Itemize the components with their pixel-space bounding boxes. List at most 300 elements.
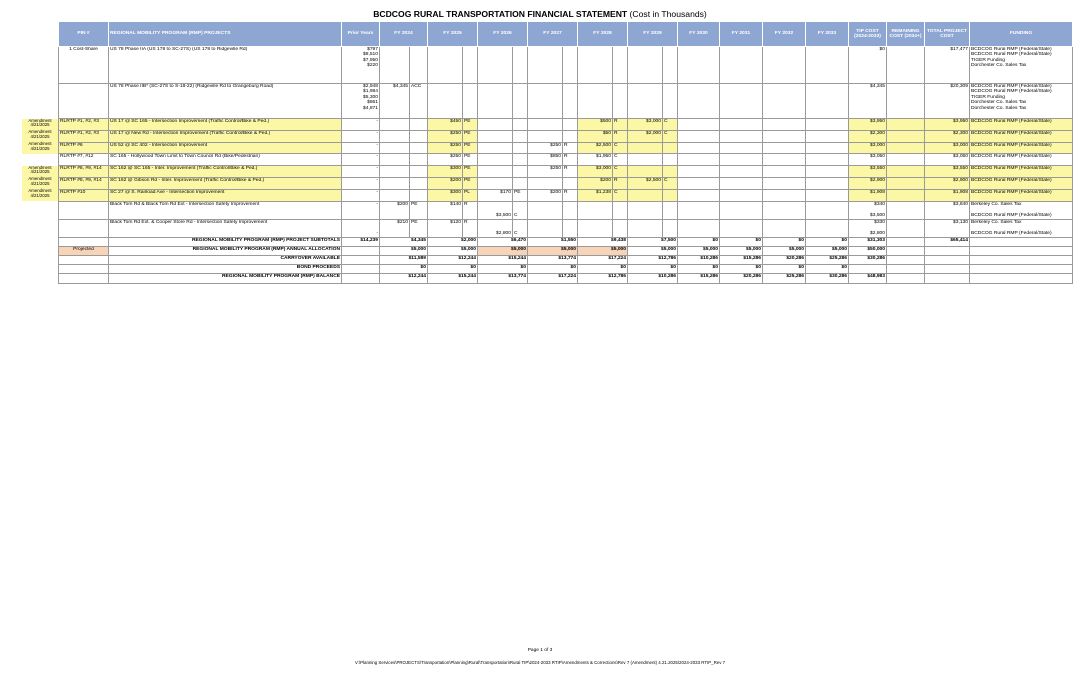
cell-fy2026 bbox=[478, 119, 513, 131]
header-remaining-cost: REMAINING COST (2034+) bbox=[887, 22, 925, 47]
cell-fy2033 bbox=[806, 154, 849, 166]
cell-fy2029c: C bbox=[663, 130, 678, 142]
cell-fy2030 bbox=[678, 189, 720, 201]
summary-fy-value: $5,000 bbox=[380, 246, 428, 255]
cell-fy2024c bbox=[410, 47, 428, 84]
cell-fy2026: $2,800 bbox=[478, 219, 513, 237]
cell-total: $3,130 bbox=[925, 219, 970, 237]
cell-prior: - bbox=[342, 119, 380, 131]
project-row bbox=[59, 189, 1073, 201]
cell-fy2027: $250 bbox=[528, 166, 563, 178]
cell-fy2025c: PE bbox=[463, 166, 478, 178]
cell-fy2030 bbox=[678, 130, 720, 142]
cell-fy2027c: R bbox=[563, 189, 578, 201]
summary-tip: $31,303 bbox=[849, 237, 887, 246]
summary-fy-value: $20,286 bbox=[720, 274, 763, 283]
summary-label: BOND PROCEEDS bbox=[109, 265, 342, 274]
cell-fy2027c bbox=[563, 84, 578, 119]
cell-fy2027 bbox=[528, 201, 563, 219]
cell-fy2029 bbox=[628, 219, 663, 237]
summary-row bbox=[59, 255, 1073, 264]
cell-fy2025c: PE bbox=[463, 130, 478, 142]
cell-fy2025 bbox=[428, 84, 463, 119]
summary-funding bbox=[970, 265, 1073, 274]
cell-fy2026c bbox=[513, 130, 528, 142]
cell-fy2026 bbox=[478, 142, 513, 154]
cell-fy2024c bbox=[410, 154, 428, 166]
cell-fy2025c: PE bbox=[463, 119, 478, 131]
cell-fy2028c bbox=[613, 219, 628, 237]
cell-fy2026 bbox=[478, 47, 513, 84]
summary-row bbox=[59, 237, 1073, 246]
cell-fy2031 bbox=[720, 154, 763, 166]
cell-fy2029c: C bbox=[663, 119, 678, 131]
cell-fy2031 bbox=[720, 119, 763, 131]
cell-fy2029c bbox=[663, 154, 678, 166]
cell-fy2025: $250 bbox=[428, 142, 463, 154]
cell-fy2024c bbox=[410, 166, 428, 178]
cell-fy2026c bbox=[513, 154, 528, 166]
cell-fy2027 bbox=[528, 119, 563, 131]
cell-fy2026c bbox=[513, 47, 528, 84]
summary-fy-value: $0 bbox=[578, 265, 628, 274]
cell-fy2024c bbox=[410, 177, 428, 189]
summary-fy-value: $25,286 bbox=[806, 255, 849, 264]
summary-fy-value: $10,286 bbox=[678, 255, 720, 264]
cell-fy2024 bbox=[380, 142, 410, 154]
amendment-label: Amendment bbox=[28, 188, 52, 194]
cell-fy2030 bbox=[678, 219, 720, 237]
header-fy2030: FY 2030 bbox=[678, 22, 720, 47]
cell-fy2032 bbox=[763, 154, 806, 166]
cell-fy2028c bbox=[613, 201, 628, 219]
cell-fy2028 bbox=[578, 84, 613, 119]
summary-label: REGIONAL MOBILITY PROGRAM (RMP) BALANCE bbox=[109, 274, 342, 283]
cell-rem bbox=[887, 154, 925, 166]
cell-fy2025c: R bbox=[463, 201, 478, 219]
project-row bbox=[59, 154, 1073, 166]
summary-fy-value: $13,774 bbox=[478, 274, 528, 283]
header-total-project-cost: TOTAL PROJECT COST bbox=[925, 22, 970, 47]
cell-fy2033 bbox=[806, 189, 849, 201]
header-prior-years: Prior Years bbox=[342, 22, 380, 47]
summary-fy-value: $5,000 bbox=[628, 246, 678, 255]
cell-fy2026c: C bbox=[513, 201, 528, 219]
cell-fy2029c bbox=[663, 47, 678, 84]
cell-fy2026 bbox=[478, 166, 513, 178]
cell-fy2028c: C bbox=[613, 166, 628, 178]
cell-fy2024c bbox=[410, 130, 428, 142]
cell-fy2025: $450 bbox=[428, 119, 463, 131]
cell-prior: - bbox=[342, 142, 380, 154]
cell-prior: - bbox=[342, 219, 380, 237]
financial-statement-table bbox=[58, 21, 1073, 284]
cell-fy2025: $200 bbox=[428, 177, 463, 189]
summary-fy-value: $0 bbox=[763, 265, 806, 274]
cell-fy2024c bbox=[410, 189, 428, 201]
cell-funding: BCDCOG Rural RMP (Federal/State) bbox=[970, 119, 1073, 131]
cell-fy2024c bbox=[410, 119, 428, 131]
cell-fy2029 bbox=[628, 189, 663, 201]
summary-fy-value: $15,244 bbox=[478, 255, 528, 264]
cell-fy2033 bbox=[806, 130, 849, 142]
cell-fy2025c: R bbox=[463, 219, 478, 237]
cell-funding: BCDCOG Rural RMP (Federal/State) bbox=[970, 130, 1073, 142]
cell-fy2033 bbox=[806, 47, 849, 84]
cell-fy2030 bbox=[678, 84, 720, 119]
page-number: Page 1 of 3 bbox=[527, 648, 553, 653]
file-path: V:\Planning Services\PROJECTS\Transportation\Planning\Rural\Transportation\Rural TIP\2024-2033 RTIP\Amendments & Corrections\Rev 7 (Amendment) 4.21.2025\2024-2033 RTIP_Rev 7 bbox=[354, 660, 726, 665]
summary-tag: Projected bbox=[59, 246, 109, 255]
cell-fy2025: $300 bbox=[428, 166, 463, 178]
cell-tip: $3,000 bbox=[849, 142, 887, 154]
amendment-date: 4/21/2025 bbox=[30, 134, 50, 140]
cell-fy2028c: C bbox=[613, 142, 628, 154]
cell-funding: BCDCOG Rural RMP (Federal/State) bbox=[970, 166, 1073, 178]
summary-fy-value: $5,000 bbox=[763, 246, 806, 255]
summary-fy-value: $15,286 bbox=[678, 274, 720, 283]
summary-fy-value: $10,286 bbox=[628, 274, 678, 283]
summary-fy-value: $5,000 bbox=[720, 246, 763, 255]
cell-prior: - bbox=[342, 189, 380, 201]
cell-fy2030 bbox=[678, 47, 720, 84]
summary-row bbox=[59, 246, 1073, 255]
cell-fy2030 bbox=[678, 177, 720, 189]
cell-prior: - bbox=[342, 177, 380, 189]
summary-remaining bbox=[887, 265, 925, 274]
cell-funding: BCDCOG Rural RMP (Federal/State) bbox=[970, 189, 1073, 201]
cell-fy2032 bbox=[763, 47, 806, 84]
cell-fy2024 bbox=[380, 47, 410, 84]
cell-tip: $3,950 bbox=[849, 119, 887, 131]
summary-prior: $14,239 bbox=[342, 237, 380, 246]
cell-fy2029 bbox=[628, 142, 663, 154]
cell-fy2026: $170 bbox=[478, 189, 513, 201]
summary-fy-value: $0 bbox=[720, 237, 763, 246]
cell-fy2029c bbox=[663, 166, 678, 178]
amendment-note bbox=[22, 189, 58, 201]
summary-fy-value: $0 bbox=[628, 265, 678, 274]
summary-funding bbox=[970, 246, 1073, 255]
cell-fy2026c bbox=[513, 177, 528, 189]
cell-total: $2,900 bbox=[925, 177, 970, 189]
cell-fy2033 bbox=[806, 219, 849, 237]
summary-fy-value: $15,286 bbox=[720, 255, 763, 264]
cell-fy2031 bbox=[720, 130, 763, 142]
cell-fy2028 bbox=[578, 219, 613, 237]
summary-row bbox=[59, 274, 1073, 283]
cell-fy2028c: C bbox=[613, 189, 628, 201]
cell-fy2028: $2,500 bbox=[578, 142, 613, 154]
amendment-date: 4/21/2025 bbox=[30, 169, 50, 175]
cell-project: SC 165 - Hollywood Town Limit to Town Council Rd (Bike/Pedestrian) bbox=[109, 154, 342, 166]
cell-fy2029 bbox=[628, 84, 663, 119]
cell-fy2027c bbox=[563, 219, 578, 237]
summary-fy-value: $5,000 bbox=[578, 246, 628, 255]
cell-fy2024c bbox=[410, 142, 428, 154]
header-fy2029: FY 2029 bbox=[628, 22, 678, 47]
cell-fy2024 bbox=[380, 166, 410, 178]
cell-pin: RLRTP #8, #9, #14 bbox=[59, 166, 109, 178]
cell-fy2028 bbox=[578, 201, 613, 219]
cell-pin: RLRTP #8, #9, #14 bbox=[59, 177, 109, 189]
cell-pin bbox=[59, 84, 109, 119]
cell-fy2025: $250 bbox=[428, 154, 463, 166]
cell-fy2026c bbox=[513, 142, 528, 154]
cell-fy2025c bbox=[463, 84, 478, 119]
cell-fy2025: $120 bbox=[428, 219, 463, 237]
summary-prior bbox=[342, 274, 380, 283]
cell-pin bbox=[59, 201, 109, 219]
cell-rem bbox=[887, 47, 925, 84]
cell-total: $3,000 bbox=[925, 142, 970, 154]
summary-funding bbox=[970, 255, 1073, 264]
cell-total: $17,477 bbox=[925, 47, 970, 84]
summary-total bbox=[925, 265, 970, 274]
cell-fy2027c: R bbox=[563, 142, 578, 154]
amendment-label: Amendment bbox=[28, 141, 52, 147]
summary-fy-value: $12,786 bbox=[628, 255, 678, 264]
cell-fy2026 bbox=[478, 130, 513, 142]
cell-rem bbox=[887, 177, 925, 189]
cell-fy2032 bbox=[763, 166, 806, 178]
cell-rem bbox=[887, 201, 925, 219]
summary-fy-value: $25,286 bbox=[763, 274, 806, 283]
cell-fy2025c: PE bbox=[463, 177, 478, 189]
summary-prior bbox=[342, 265, 380, 274]
cell-fy2030 bbox=[678, 154, 720, 166]
cell-fy2027c: R bbox=[563, 154, 578, 166]
cell-total: $3,950 bbox=[925, 119, 970, 131]
cell-prior: $2,948 $1,984 $5,300 $861 $4,871 bbox=[342, 84, 380, 119]
summary-label: REGIONAL MOBILITY PROGRAM (RMP) ANNUAL ALLOCATION bbox=[109, 246, 342, 255]
summary-fy-value: $2,000 bbox=[428, 237, 478, 246]
summary-label: REGIONAL MOBILITY PROGRAM (RMP) PROJECT SUBTOTALS bbox=[109, 237, 342, 246]
cell-prior: - bbox=[342, 201, 380, 219]
cell-fy2033 bbox=[806, 166, 849, 178]
summary-fy-value: $6,470 bbox=[478, 237, 528, 246]
cell-fy2029 bbox=[628, 166, 663, 178]
cell-total: $3,550 bbox=[925, 166, 970, 178]
cell-fy2028: $200 bbox=[578, 177, 613, 189]
project-row bbox=[59, 142, 1073, 154]
summary-fy-value: $0 bbox=[678, 237, 720, 246]
cell-fy2031 bbox=[720, 201, 763, 219]
cell-prior: $797 $8,510 $7,950 $220 bbox=[342, 47, 380, 84]
cell-rem bbox=[887, 142, 925, 154]
cell-fy2029 bbox=[628, 154, 663, 166]
cell-pin: RLRTP #7, #12 bbox=[59, 154, 109, 166]
cell-fy2028c bbox=[613, 84, 628, 119]
summary-row bbox=[59, 265, 1073, 274]
cell-fy2026c bbox=[513, 119, 528, 131]
summary-remaining bbox=[887, 255, 925, 264]
cell-fy2031 bbox=[720, 84, 763, 119]
cell-fy2027: $200 bbox=[528, 189, 563, 201]
summary-fy-value: $0 bbox=[428, 265, 478, 274]
cell-fy2024 bbox=[380, 177, 410, 189]
cell-fy2027c bbox=[563, 47, 578, 84]
cell-fy2024c: ACC bbox=[410, 84, 428, 119]
header-funding: FUNDING bbox=[970, 22, 1073, 47]
cell-fy2032 bbox=[763, 119, 806, 131]
cell-fy2033 bbox=[806, 119, 849, 131]
cell-tip: $1,908 bbox=[849, 189, 887, 201]
summary-total bbox=[925, 246, 970, 255]
cell-pin: RLRTP #6 bbox=[59, 142, 109, 154]
cell-fy2026c bbox=[513, 166, 528, 178]
summary-remaining bbox=[887, 274, 925, 283]
summary-prior bbox=[342, 255, 380, 264]
cell-fy2032 bbox=[763, 130, 806, 142]
cell-rem bbox=[887, 189, 925, 201]
cell-fy2027c: R bbox=[563, 166, 578, 178]
cell-fy2024c: PE bbox=[410, 219, 428, 237]
summary-remaining bbox=[887, 246, 925, 255]
cell-fy2032 bbox=[763, 219, 806, 237]
cell-fy2024: $200 bbox=[380, 201, 410, 219]
cell-rem bbox=[887, 219, 925, 237]
cell-fy2029c bbox=[663, 142, 678, 154]
summary-fy-value: $13,774 bbox=[528, 255, 578, 264]
summary-fy-value: $20,286 bbox=[763, 255, 806, 264]
summary-fy-value: $5,000 bbox=[478, 246, 528, 255]
cell-funding: BCDCOG Rural RMP (Federal/State) bbox=[970, 177, 1073, 189]
project-row bbox=[59, 84, 1073, 119]
amendment-note bbox=[22, 142, 58, 154]
cell-tip: $2,900 bbox=[849, 177, 887, 189]
cell-fy2026 bbox=[478, 154, 513, 166]
summary-fy-value: $0 bbox=[806, 237, 849, 246]
cell-fy2026 bbox=[478, 84, 513, 119]
cell-fy2025: $300 bbox=[428, 189, 463, 201]
cell-fy2027c bbox=[563, 130, 578, 142]
cell-funding: BCDCOG Rural RMP (Federal/State) bbox=[970, 154, 1073, 166]
cell-fy2030 bbox=[678, 119, 720, 131]
header-fy2033: FY 2033 bbox=[806, 22, 849, 47]
cell-rem bbox=[887, 166, 925, 178]
cell-fy2027 bbox=[528, 130, 563, 142]
cell-fy2027: $250 bbox=[528, 142, 563, 154]
cell-fy2030 bbox=[678, 201, 720, 219]
cell-fy2027c bbox=[563, 119, 578, 131]
summary-fy-value: $0 bbox=[763, 237, 806, 246]
summary-remaining bbox=[887, 237, 925, 246]
header-fy2031: FY 2031 bbox=[720, 22, 763, 47]
cell-fy2033 bbox=[806, 84, 849, 119]
cell-fy2028 bbox=[578, 47, 613, 84]
cell-fy2032 bbox=[763, 189, 806, 201]
cell-fy2024 bbox=[380, 119, 410, 131]
cell-funding: BCDCOG Rural RMP (Federal/State) bbox=[970, 142, 1073, 154]
cell-fy2032 bbox=[763, 142, 806, 154]
cell-fy2031 bbox=[720, 142, 763, 154]
amendment-date: 4/21/2025 bbox=[30, 122, 50, 128]
cell-fy2029 bbox=[628, 47, 663, 84]
cell-fy2028: $3,000 bbox=[578, 166, 613, 178]
summary-fy-value: $0 bbox=[806, 265, 849, 274]
summary-fy-value: $5,000 bbox=[678, 246, 720, 255]
summary-funding bbox=[970, 274, 1073, 283]
cell-fy2027c bbox=[563, 177, 578, 189]
cell-rem bbox=[887, 119, 925, 131]
amendment-label: Amendment bbox=[28, 164, 52, 170]
summary-fy-value: $4,345 bbox=[380, 237, 428, 246]
summary-fy-value: $0 bbox=[678, 265, 720, 274]
header-fy2024: FY 2024 bbox=[380, 22, 428, 47]
cell-fy2028c bbox=[613, 47, 628, 84]
cell-project: US 17 @ New Rd - Intersection Improvement (Traffic Control/Bike & Ped.) bbox=[109, 130, 342, 142]
title-subtitle: (Cost in Thousands) bbox=[627, 9, 707, 19]
summary-fy-value: $1,550 bbox=[528, 237, 578, 246]
cell-project: Black Tom Rd Ext. & Cooper Store Rd - Intersection Safety Improvement bbox=[109, 219, 342, 237]
cell-fy2033 bbox=[806, 142, 849, 154]
cell-fy2025c: PL bbox=[463, 189, 478, 201]
cell-prior: - bbox=[342, 130, 380, 142]
header-fy2027: FY 2027 bbox=[528, 22, 578, 47]
summary-fy-value: $11,589 bbox=[380, 255, 428, 264]
cell-fy2024 bbox=[380, 189, 410, 201]
title-main: BCDCOG RURAL TRANSPORTATION FINANCIAL STATEMENT bbox=[373, 9, 628, 19]
cell-tip: $2,300 bbox=[849, 130, 887, 142]
cell-tip: $3,050 bbox=[849, 154, 887, 166]
project-row bbox=[59, 166, 1073, 178]
summary-fy-value: $5,000 bbox=[806, 246, 849, 255]
cell-tip: $340 $3,500 bbox=[849, 201, 887, 219]
summary-fy-value: $30,286 bbox=[806, 274, 849, 283]
cell-project: SC 162 @ Gibson Rd - Inter. Improvement (Traffic Control/Bike & Ped.) bbox=[109, 177, 342, 189]
cell-fy2027 bbox=[528, 47, 563, 84]
header-fy2032: FY 2032 bbox=[763, 22, 806, 47]
amendment-label: Amendment bbox=[28, 117, 52, 123]
cell-fy2032 bbox=[763, 84, 806, 119]
header-fy2026: FY 2026 bbox=[478, 22, 528, 47]
summary-funding bbox=[970, 237, 1073, 246]
cell-total: $1,908 bbox=[925, 189, 970, 201]
cell-tip: $4,345 bbox=[849, 84, 887, 119]
cell-tip: $330 $2,800 bbox=[849, 219, 887, 237]
cell-pin: RLRTP #1, #2, #3 bbox=[59, 130, 109, 142]
cell-project: US 78 Phase IIA (US 178 to SC-27S) (US 178 to Ridgeville Rd) bbox=[109, 47, 342, 84]
summary-tag bbox=[59, 274, 109, 283]
header-projects: REGIONAL MOBILITY PROGRAM (RMP) PROJECTS bbox=[109, 22, 342, 47]
cell-fy2031 bbox=[720, 47, 763, 84]
summary-fy-value: $17,224 bbox=[578, 255, 628, 264]
cell-fy2031 bbox=[720, 177, 763, 189]
cell-rem bbox=[887, 130, 925, 142]
cell-fy2026c: PE bbox=[513, 189, 528, 201]
cell-fy2025c: PE bbox=[463, 154, 478, 166]
cell-fy2033 bbox=[806, 177, 849, 189]
cell-fy2029c bbox=[663, 84, 678, 119]
cell-fy2028c: R bbox=[613, 130, 628, 142]
cell-fy2033 bbox=[806, 201, 849, 219]
summary-total: $65,414 bbox=[925, 237, 970, 246]
summary-fy-value: $12,786 bbox=[578, 274, 628, 283]
summary-fy-value: $12,244 bbox=[428, 255, 478, 264]
cell-total: $3,840 bbox=[925, 201, 970, 219]
cell-tip: $3,550 bbox=[849, 166, 887, 178]
summary-tip bbox=[849, 265, 887, 274]
cell-funding: BCDCOG Rural RMP (Federal/State) BCDCOG Rural RMP (Federal/State) TIGER Funding Dorchester Co. Sales Tax Dorchester Co. Sales Tax bbox=[970, 84, 1073, 119]
cell-funding: BCDCOG Rural RMP (Federal/State) BCDCOG Rural RMP (Federal/State) TIGER Funding Dorchester Co. Sales Tax bbox=[970, 47, 1073, 84]
summary-fy-value: $9,438 bbox=[578, 237, 628, 246]
cell-project: Black Tom Rd & Black Tom Rd Ext - Intersection Safety Improvement bbox=[109, 201, 342, 219]
cell-rem bbox=[887, 84, 925, 119]
cell-fy2026c bbox=[513, 84, 528, 119]
cell-fy2027 bbox=[528, 219, 563, 237]
summary-fy-value: $0 bbox=[478, 265, 528, 274]
